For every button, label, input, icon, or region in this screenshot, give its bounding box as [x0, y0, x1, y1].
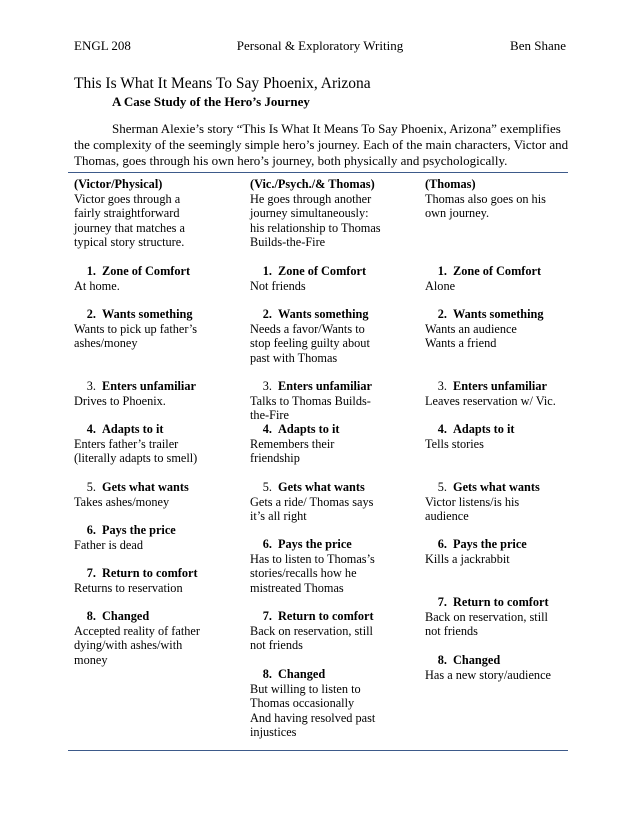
step-6: [250, 537, 410, 595]
step-7: [250, 609, 410, 653]
step-label: Wants something: [102, 307, 193, 321]
step-7: [425, 595, 575, 639]
step-text: Tells stories: [425, 436, 484, 451]
step-text: Has to listen to Thomas’s stories/recalls how he mistreated Thomas: [250, 551, 375, 595]
step-8: [74, 609, 234, 667]
step-number: 5.: [86, 480, 96, 494]
step-number: 7.: [262, 609, 272, 623]
top-divider: [68, 172, 568, 173]
bottom-divider: [68, 750, 568, 751]
step-2: [425, 307, 575, 351]
step-2: [74, 307, 234, 351]
step-7: [74, 566, 234, 595]
step-1: [250, 264, 410, 293]
step-5: [250, 480, 410, 524]
step-6: [74, 523, 234, 552]
column-description: He goes through another journey simultaneously: his relationship to Thomas Builds-the-Fire: [250, 191, 381, 249]
step-label: Gets what wants: [102, 480, 189, 494]
step-label: Enters unfamiliar: [278, 379, 372, 393]
step-number: 2.: [262, 307, 272, 321]
step-text: Back on reservation, still not friends: [250, 623, 373, 652]
step-4: [250, 422, 410, 466]
step-3: [74, 379, 234, 408]
step-text: Not friends: [250, 278, 306, 293]
step-text: Enters father’s trailer (literally adapts to smell): [74, 436, 198, 465]
column-description: Victor goes through a fairly straightforward journey that matches a typical story structure.: [74, 191, 185, 249]
step-6: [425, 537, 575, 566]
step-label: Changed: [453, 653, 501, 667]
step-text: Leaves reservation w/ Vic.: [425, 393, 556, 408]
step-number: 2.: [437, 307, 447, 321]
step-text: At home.: [74, 278, 120, 293]
step-5: [74, 480, 234, 509]
step-number: 5.: [262, 480, 272, 494]
step-number: 4.: [437, 422, 447, 436]
intro-paragraph: [74, 121, 574, 169]
step-text: Returns to reservation: [74, 580, 183, 595]
step-label: Zone of Comfort: [278, 264, 367, 278]
step-text: Wants to pick up father’s ashes/money: [74, 321, 198, 350]
step-1: [74, 264, 234, 293]
step-number: 3.: [437, 379, 447, 393]
step-number: 8.: [437, 653, 447, 667]
step-text: Back on reservation, still not friends: [425, 609, 548, 638]
column-description: Thomas also goes on his own journey.: [425, 191, 546, 220]
column-heading: (Vic./Psych./& Thomas): [250, 177, 375, 191]
step-number: 6.: [86, 523, 96, 537]
step-number: 3.: [262, 379, 272, 393]
step-text: Kills a jackrabbit: [425, 551, 510, 566]
step-4: [74, 422, 234, 466]
step-number: 1.: [262, 264, 272, 278]
step-number: 7.: [86, 566, 96, 580]
step-label: Return to comfort: [453, 595, 549, 609]
step-text: Wants an audience Wants a friend: [425, 321, 517, 350]
course-title: Personal & Exploratory Writing: [236, 38, 404, 53]
page-header: [74, 38, 566, 56]
step-label: Pays the price: [102, 523, 176, 537]
step-number: 2.: [86, 307, 96, 321]
step-text: Talks to Thomas Builds- the-Fire: [250, 393, 371, 422]
step-text: Needs a favor/Wants to stop feeling guilty about past with Thomas: [250, 321, 370, 365]
step-number: 5.: [437, 480, 447, 494]
step-label: Changed: [278, 667, 326, 681]
step-2: [250, 307, 410, 365]
step-label: Wants something: [453, 307, 544, 321]
step-text: Victor listens/is his audience: [425, 494, 520, 523]
step-number: 6.: [437, 537, 447, 551]
step-label: Gets what wants: [453, 480, 540, 494]
step-8: [425, 653, 575, 682]
step-text: Has a new story/audience: [425, 667, 551, 682]
step-5: [425, 480, 575, 524]
step-text: Father is dead: [74, 537, 143, 552]
step-text: Gets a ride/ Thomas says it’s all right: [250, 494, 374, 523]
step-label: Adapts to it: [453, 422, 515, 436]
step-text: Accepted reality of father dying/with ashes/with money: [74, 623, 200, 667]
intro-text: Sherman Alexie’s story “This Is What It Means To Say Phoenix, Arizona” exemplifies the complexity of the seemingly simple hero’s journey. Each of the main characters, Victor and Thomas, goes through his own hero’s journey, both physically and psychologically.: [74, 121, 569, 168]
step-text: Remembers their friendship: [250, 436, 335, 465]
step-3: [425, 379, 575, 408]
step-label: Zone of Comfort: [102, 264, 191, 278]
step-label: Adapts to it: [278, 422, 340, 436]
author-name: Ben Shane: [510, 38, 566, 53]
step-4: [425, 422, 575, 451]
step-1: [425, 264, 575, 293]
step-label: Return to comfort: [278, 609, 374, 623]
document-title: This Is What It Means To Say Phoenix, Arizona: [74, 75, 371, 92]
step-number: 3.: [86, 379, 96, 393]
step-number: 4.: [262, 422, 272, 436]
column-heading: (Thomas): [425, 177, 476, 191]
step-label: Enters unfamiliar: [453, 379, 547, 393]
step-text: Alone: [425, 278, 456, 293]
step-label: Adapts to it: [102, 422, 164, 436]
step-text: But willing to listen to Thomas occasionally And having resolved past injustices: [250, 681, 376, 739]
step-number: 1.: [437, 264, 447, 278]
step-text: Takes ashes/money: [74, 494, 170, 509]
step-label: Enters unfamiliar: [102, 379, 196, 393]
step-number: 8.: [86, 609, 96, 623]
course-code: ENGL 208: [74, 38, 131, 53]
step-label: Wants something: [278, 307, 369, 321]
step-label: Changed: [102, 609, 150, 623]
step-label: Zone of Comfort: [453, 264, 542, 278]
step-label: Return to comfort: [102, 566, 198, 580]
step-number: 1.: [86, 264, 96, 278]
step-label: Pays the price: [278, 537, 352, 551]
step-number: 4.: [86, 422, 96, 436]
step-8: [250, 667, 410, 740]
step-number: 7.: [437, 595, 447, 609]
step-number: 8.: [262, 667, 272, 681]
step-label: Gets what wants: [278, 480, 365, 494]
step-number: 6.: [262, 537, 272, 551]
step-label: Pays the price: [453, 537, 527, 551]
document-subtitle: A Case Study of the Hero’s Journey: [112, 94, 310, 109]
step-3: [250, 379, 410, 423]
step-text: Drives to Phoenix.: [74, 393, 166, 408]
column-heading: (Victor/Physical): [74, 177, 163, 191]
